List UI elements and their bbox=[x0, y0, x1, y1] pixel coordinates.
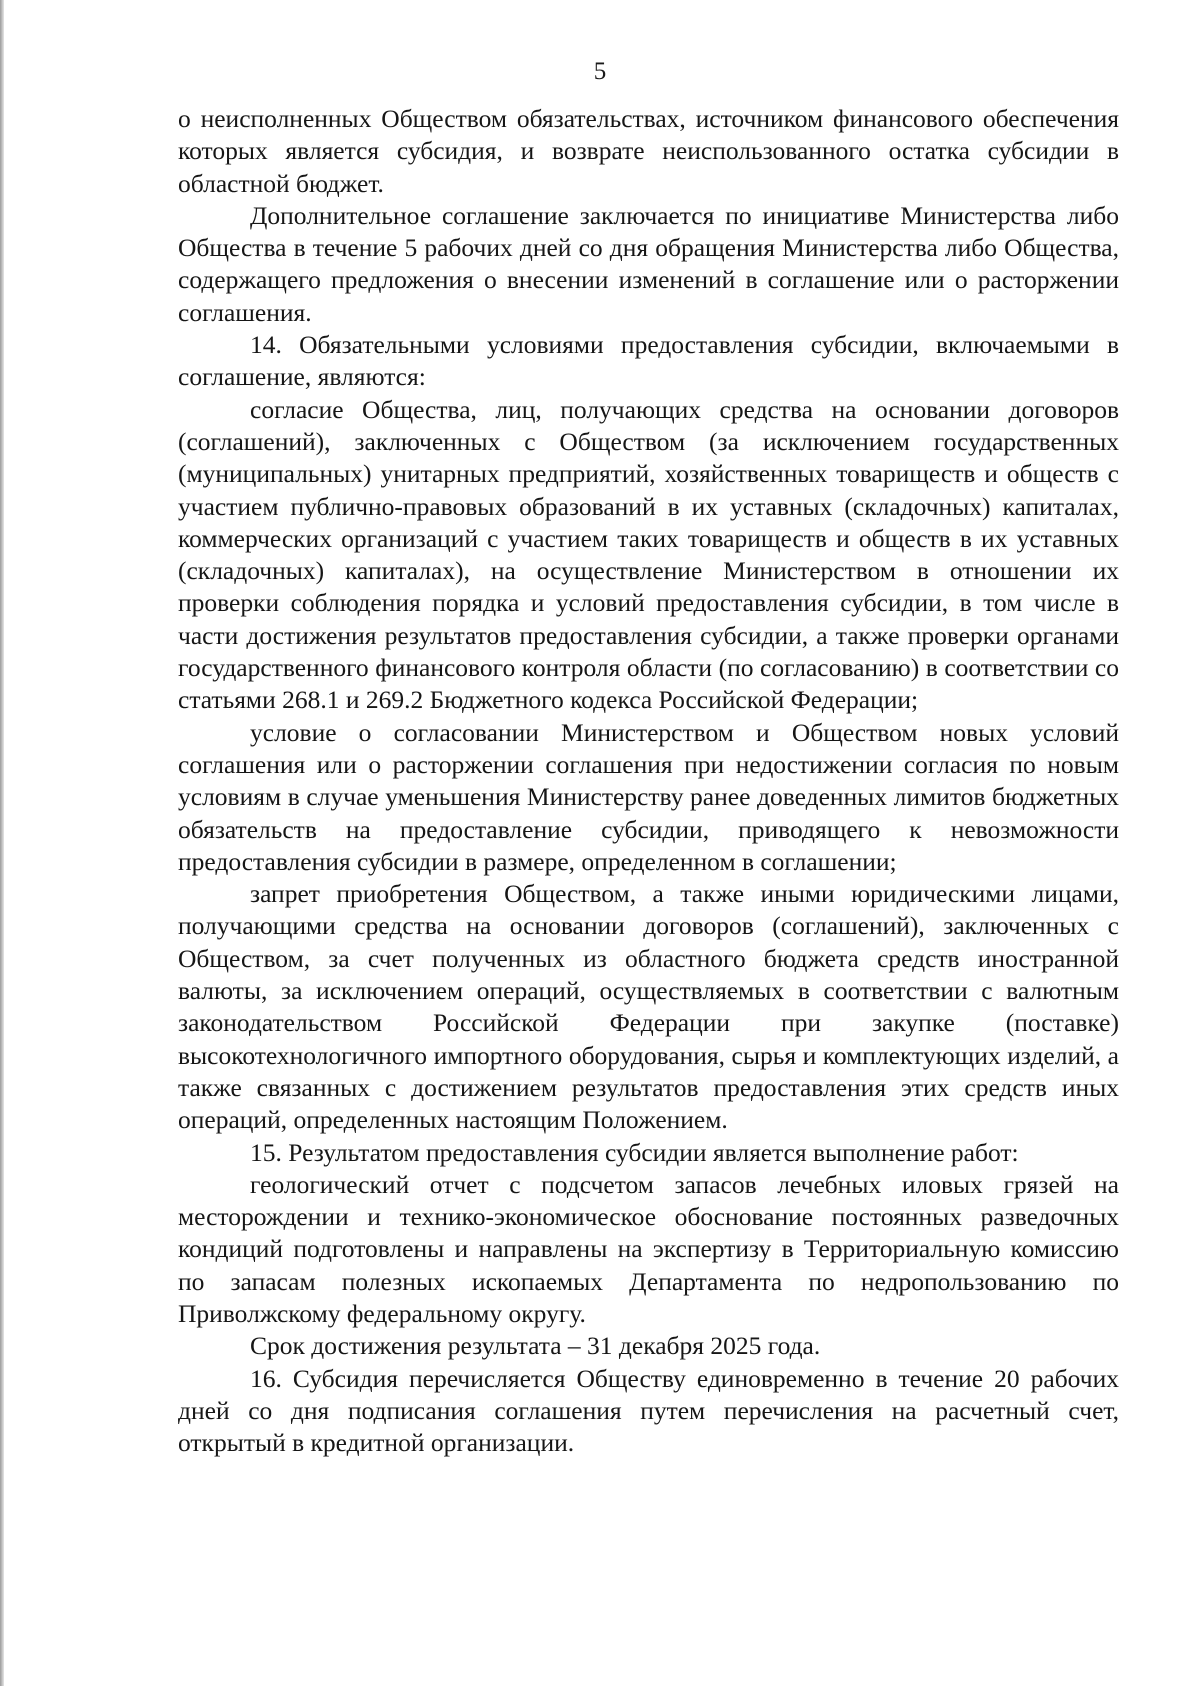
paragraph-item-15: 15. Результатом предоставления субсидии является выполнение работ: bbox=[250, 1137, 1019, 1167]
page-number: 5 bbox=[593, 58, 607, 85]
paragraph-prohibition: запрет приобретения Обществом, а также иными юридическими лицами, получающими средства на основании договоров (соглашений), заключенных с Обществом, за счет полученных из областного бюджета средств иностранной валюты, за исключением операций, осуществляемых в соответствии с валютным законодательством Российской Федерации при закупке (поставке) высокотехнологичного импортного оборудования, сырья и комплектующих изделий, а также связанных с достижением результатов предоставления этих средств иных операций, определенных настоящим Положением. bbox=[178, 879, 1119, 1135]
paragraph-item-16: 16. Субсидия перечисляется Обществу единовременно в течение 20 рабочих дней со дня подписания соглашения путем перечисления на расчетный счет, открытый в кредитной организации. bbox=[178, 1363, 1119, 1458]
paragraph-continuation: о неисполненных Обществом обязательствах, источником финансового обеспечения которых является субсидия, и возврате неиспользованного остатка субсидии в областной бюджет. bbox=[178, 104, 1119, 198]
paragraph-geological-report: геологический отчет с подсчетом запасов лечебных иловых грязей на месторождении и технико-экономическое обоснование постоянных разведочных кондиций подготовлены и направлены на экспертизу в Территориальную комиссию по запасам полезных ископаемых Департамента по недропользованию по Приволжскому федеральному округу. bbox=[178, 1169, 1119, 1328]
paragraph-consent: согласие Общества, лиц, получающих средства на основании договоров (соглашений), заключенных с Обществом (за исключением государственных (муниципальных) унитарных предприятий, хозяйственных товариществ и обществ с участием публично-правовых образований в их уставных (складочных) капиталах, коммерческих организаций с участием таких товариществ и обществ в их уставных (складочных) капиталах), на осуществление Министерством в отношении их проверки соблюдения порядка и условий предоставления субсидии, в том числе в части достижения результатов предоставления субсидии, а также проверки органами государственного финансового контроля области (по согласованию) в соответствии со статьями 268.1 и 269.2 Бюджетного кодекса Российской Федерации; bbox=[178, 394, 1119, 715]
scan-edge bbox=[0, 0, 4, 1686]
paragraph-deadline: Срок достижения результата – 31 декабря 2025 года. bbox=[250, 1331, 821, 1361]
paragraph-condition: условие о согласовании Министерством и Обществом новых условий соглашения или о расторжении соглашения при недостижении согласия по новым условиям в случае уменьшения Министерству ранее доведенных лимитов бюджетных обязательств на предоставление субсидии, приводящего к невозможности предоставления субсидии в размере, определенном в соглашении; bbox=[178, 717, 1119, 876]
document-body bbox=[178, 103, 1119, 1459]
paragraph-item-14: 14. Обязательными условиями предоставления субсидии, включаемыми в соглашение, являются: bbox=[178, 330, 1119, 392]
paragraph-additional-agreement: Дополнительное соглашение заключается по инициативе Министерства либо Общества в течение 5 рабочих дней со дня обращения Министерства либо Общества, содержащего предложения о внесении изменений в соглашение или о расторжении соглашения. bbox=[178, 200, 1119, 327]
